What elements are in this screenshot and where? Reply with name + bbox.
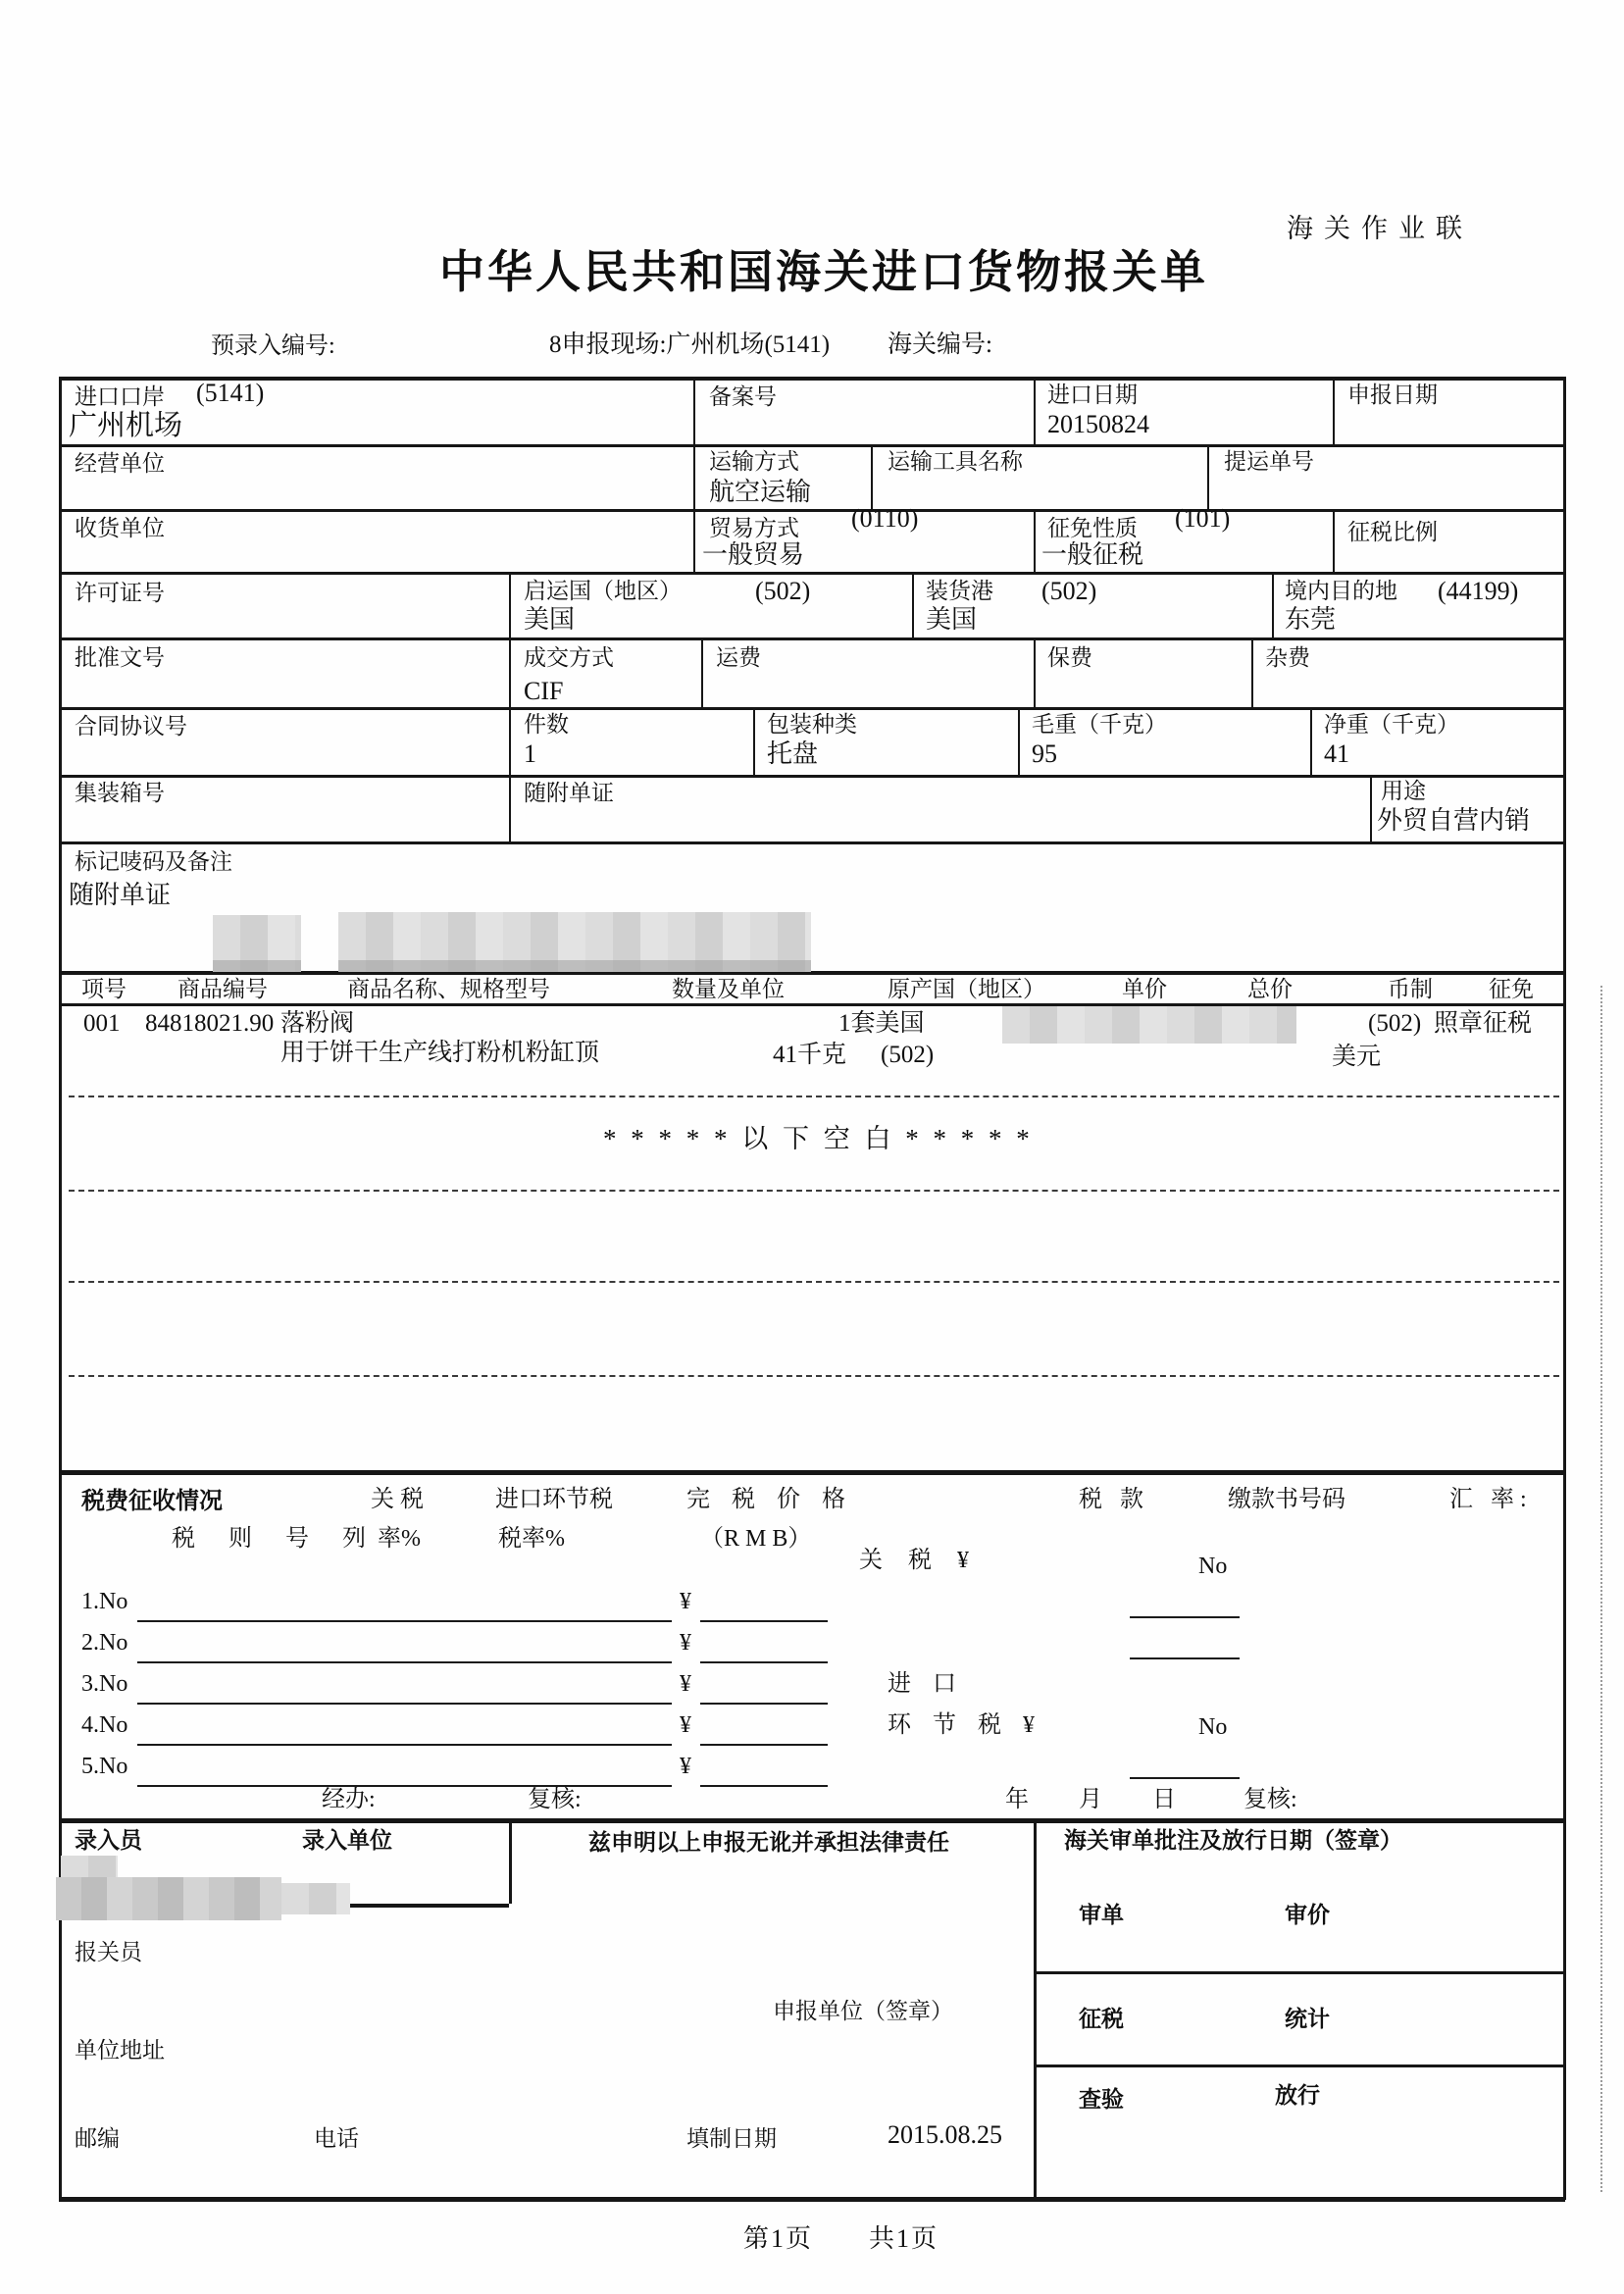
tax-section-label: 税费征收情况 — [81, 1489, 223, 1514]
usage-value: 外贸自营内销 — [1377, 806, 1531, 835]
marks-notes-value: 随附单证 — [69, 881, 172, 909]
goods-item-levy-mode: 照章征税 — [1434, 1010, 1533, 1037]
dashed-line — [69, 1096, 1559, 1097]
line — [1272, 572, 1274, 637]
goods-item-commodity-code: 84818021.90 — [145, 1010, 275, 1037]
marks-notes-label: 标记唛码及备注 — [75, 849, 232, 874]
levy-nature-label: 征免性质 — [1047, 516, 1138, 540]
goods-item-no: 001 — [83, 1010, 121, 1037]
line — [1034, 637, 1036, 707]
dashed-line — [69, 1375, 1559, 1377]
line — [59, 572, 1565, 575]
trade-mode-value: 一般贸易 — [702, 540, 805, 569]
destination-label: 境内目的地 — [1285, 579, 1397, 603]
phone-label: 电话 — [314, 2126, 359, 2151]
blank-note: * * * * * 以 下 空 白 * * * * * — [603, 1124, 1034, 1153]
goods-item-currency: 美元 — [1332, 1044, 1382, 1070]
tariff-head2: 率% — [378, 1526, 421, 1552]
transport-mode-value: 航空运输 — [709, 478, 812, 506]
insurance-label: 保费 — [1047, 645, 1092, 670]
loading-port-label: 装货港 — [926, 579, 993, 603]
declare-site-label: 8申报现场:广州机场(5141) — [549, 331, 831, 358]
redaction-blur-entry — [56, 1877, 281, 1920]
import-tax-head2: 税率% — [498, 1526, 565, 1552]
import-port-code: (5141) — [196, 379, 265, 407]
package-type-value: 托盘 — [767, 739, 819, 768]
operator-sign-label: 经办: — [322, 1787, 376, 1812]
payment-no-label: 缴款书号码 — [1228, 1487, 1345, 1512]
trade-mode-code: (0110) — [851, 504, 919, 533]
packages-value: 1 — [524, 739, 536, 768]
line — [1018, 707, 1020, 775]
goods-item-qty-origin: 1套美国 — [838, 1010, 925, 1037]
line — [1251, 637, 1253, 707]
tax-row-4-line2 — [700, 1744, 828, 1746]
dutiable-head1: 完 税 价 格 — [686, 1487, 853, 1512]
departure-country-label: 启运国（地区） — [524, 579, 682, 603]
line — [59, 509, 1565, 512]
tax-row-2-line2 — [700, 1661, 828, 1663]
goods-header-levy-mode: 征免 — [1489, 977, 1534, 1001]
tax-row-2-no: 2.No — [81, 1630, 128, 1656]
perforation-dots — [1600, 986, 1602, 2192]
transaction-mode-value: CIF — [524, 677, 564, 705]
entry-clerk-label: 录入员 — [75, 1828, 142, 1853]
line — [509, 572, 511, 841]
package-type-label: 包装种类 — [767, 712, 857, 737]
line — [1207, 444, 1209, 509]
review-price-label: 审价 — [1285, 1903, 1330, 1927]
levy-nature-value: 一般征税 — [1041, 540, 1144, 569]
month-label: 月 — [1079, 1787, 1102, 1812]
record-no-label: 备案号 — [709, 384, 777, 409]
tax-row-1-no: 1.No — [81, 1589, 128, 1614]
transaction-mode-label: 成交方式 — [524, 645, 614, 670]
tax-row-4-line — [137, 1744, 672, 1746]
freight-label: 运费 — [716, 645, 761, 670]
goods-item-qty2: 41千克 — [773, 1042, 847, 1068]
tax-row-4-no: 4.No — [81, 1712, 128, 1738]
tax-row-5-line3 — [1130, 1777, 1240, 1779]
line — [1034, 377, 1036, 444]
operator-label: 经营单位 — [75, 451, 165, 476]
contract-no-label: 合同协议号 — [75, 714, 187, 739]
footer-page: 第1页 — [743, 2224, 814, 2253]
tax-row-5-yen: ¥ — [680, 1754, 691, 1779]
goods-header-origin: 原产国（地区） — [888, 977, 1045, 1001]
tax-row-2-line3 — [1130, 1657, 1240, 1659]
goods-header-qty-unit: 数量及单位 — [672, 977, 785, 1001]
customs-box-title: 海关审单批注及放行日期（签章） — [1064, 1828, 1402, 1853]
line — [871, 444, 873, 509]
statement-text: 兹申明以上申报无讹并承担法律责任 — [588, 1830, 949, 1855]
license-no-label: 许可证号 — [75, 581, 165, 605]
footer-total: 共1页 — [869, 2224, 939, 2253]
line — [1333, 377, 1335, 444]
redaction-blur-price — [1002, 1006, 1296, 1044]
line — [753, 707, 755, 775]
levy-label: 征税 — [1079, 2007, 1124, 2031]
payment-no-value: No — [1198, 1554, 1228, 1579]
line — [1034, 1818, 1037, 2197]
page-title: 中华人民共和国海关进口货物报关单 — [439, 247, 1208, 297]
customs-no-label: 海关编号: — [888, 331, 992, 358]
misc-fee-label: 杂费 — [1265, 645, 1310, 670]
goods-header-unit-price: 单价 — [1122, 977, 1167, 1001]
tax-row-2-line — [137, 1661, 672, 1663]
redaction-blur-entry — [281, 1883, 350, 1914]
line — [59, 775, 1565, 778]
import-label: 进 口 — [888, 1671, 964, 1697]
transport-mode-label: 运输方式 — [709, 449, 799, 474]
line — [59, 1818, 1565, 1823]
year-label: 年 — [1005, 1787, 1029, 1812]
departure-country-code: (502) — [755, 577, 811, 605]
tax-row-4-yen: ¥ — [680, 1712, 691, 1738]
tax-row-1-yen: ¥ — [680, 1589, 691, 1614]
attached-docs-label: 随附单证 — [524, 781, 614, 805]
line — [693, 377, 695, 572]
review-sign-label: 复核: — [528, 1787, 582, 1812]
tax-row-3-yen: ¥ — [680, 1671, 691, 1697]
tax-amount-label: 税 款 — [1079, 1487, 1149, 1512]
goods-item-spec: 用于饼干生产线打粉机粉缸顶 — [280, 1040, 600, 1066]
redaction-blur-entry — [61, 1856, 118, 1877]
postcode-label: 邮编 — [75, 2126, 120, 2151]
fill-date-label: 填制日期 — [686, 2126, 777, 2151]
customs-duty-label: 关 税 ¥ — [859, 1548, 979, 1573]
rate-label: 汇 率: — [1449, 1487, 1533, 1512]
link-tax-no: No — [1198, 1714, 1228, 1740]
transport-name-label: 运输工具名称 — [888, 449, 1023, 474]
line — [1310, 707, 1312, 775]
line — [59, 377, 1565, 381]
tax-row-3-line — [137, 1703, 672, 1705]
goods-header-currency: 币制 — [1388, 977, 1433, 1001]
line — [59, 2197, 1565, 2202]
day-label: 日 — [1152, 1787, 1176, 1812]
goods-header-name-spec: 商品名称、规格型号 — [347, 977, 550, 1001]
tax-row-1-line3 — [1130, 1616, 1240, 1618]
line — [1333, 509, 1335, 572]
line — [59, 377, 62, 2200]
stats-label: 统计 — [1285, 2007, 1330, 2031]
link-tax-label: 环 节 税 ¥ — [888, 1712, 1042, 1738]
bill-no-label: 提运单号 — [1224, 449, 1314, 474]
entry-unit-label: 录入单位 — [302, 1828, 392, 1853]
import-port-value: 广州机场 — [69, 410, 183, 441]
line — [59, 1470, 1565, 1475]
address-label: 单位地址 — [75, 2038, 165, 2063]
tariff-head1: 关税 — [371, 1487, 430, 1512]
line — [912, 572, 914, 637]
declarant-label: 报关员 — [75, 1940, 142, 1964]
packages-label: 件数 — [524, 712, 569, 737]
net-weight-value: 41 — [1324, 739, 1349, 768]
usage-label: 用途 — [1381, 779, 1426, 803]
gross-weight-value: 95 — [1032, 739, 1057, 768]
loading-port-code: (502) — [1041, 577, 1097, 605]
line — [59, 637, 1565, 640]
net-weight-label: 净重（千克） — [1324, 712, 1459, 737]
gross-weight-label: 毛重（千克） — [1032, 712, 1167, 737]
line — [59, 1003, 1565, 1006]
loading-port-value: 美国 — [926, 605, 978, 634]
levy-ratio-label: 征税比例 — [1347, 520, 1438, 544]
destination-value: 东莞 — [1285, 605, 1337, 634]
line — [1370, 775, 1372, 841]
tax-row-3-line2 — [700, 1703, 828, 1705]
import-date-label: 进口日期 — [1047, 382, 1138, 407]
line — [59, 444, 1565, 447]
consignee-label: 收货单位 — [75, 516, 165, 540]
line — [509, 1818, 512, 1904]
goods-item-origin-code: (502) — [881, 1042, 935, 1068]
departure-country-value: 美国 — [524, 605, 576, 634]
release-label: 放行 — [1275, 2083, 1320, 2108]
levy-nature-code: (101) — [1175, 504, 1231, 533]
line — [1034, 2065, 1565, 2067]
pre-entry-label: 预录入编号: — [211, 333, 335, 359]
tax-row-2-yen: ¥ — [680, 1630, 691, 1656]
copy-label: 海关作业联 — [1287, 214, 1473, 243]
review-doc-label: 审单 — [1079, 1903, 1124, 1927]
tax-row-5-no: 5.No — [81, 1754, 128, 1779]
approval-no-label: 批准文号 — [75, 645, 165, 670]
dashed-line — [69, 1281, 1559, 1283]
goods-header-commodity-code: 商品编号 — [178, 977, 268, 1001]
dashed-line — [69, 1190, 1559, 1192]
goods-item-currency-code: (502) — [1368, 1010, 1422, 1037]
goods-item-name: 落粉阀 — [280, 1010, 355, 1037]
import-tax-head1: 进口环节税 — [495, 1487, 613, 1512]
goods-header-total-price: 总价 — [1247, 977, 1293, 1001]
tax-row-5-line — [137, 1785, 672, 1787]
tax-row-3-no: 3.No — [81, 1671, 128, 1697]
destination-code: (44199) — [1438, 577, 1519, 605]
declare-unit-label: 申报单位（签章） — [773, 1999, 953, 2023]
container-no-label: 集装箱号 — [75, 781, 165, 805]
line — [1034, 509, 1036, 572]
redaction-blur — [213, 915, 301, 972]
line — [59, 841, 1565, 844]
inspect-label: 查验 — [1079, 2087, 1124, 2112]
tax-row-5-line2 — [700, 1785, 828, 1787]
dutiable-head2: （R M B） — [700, 1526, 812, 1552]
import-date-value: 20150824 — [1047, 410, 1149, 438]
declare-date-label: 申报日期 — [1347, 382, 1438, 407]
tax-row-1-line2 — [700, 1620, 828, 1622]
fill-date-value: 2015.08.25 — [888, 2120, 1002, 2149]
line — [1563, 377, 1566, 2200]
import-port-label: 进口口岸 — [75, 384, 165, 409]
redaction-blur — [338, 912, 811, 972]
line — [59, 707, 1565, 710]
tariff-code-label: 税 则 号 列 — [172, 1526, 380, 1552]
line — [701, 637, 703, 707]
tax-row-1-line — [137, 1620, 672, 1622]
trade-mode-label: 贸易方式 — [709, 516, 799, 540]
goods-header-item-no: 项号 — [81, 977, 127, 1001]
review2-sign-label: 复核: — [1243, 1787, 1297, 1812]
line — [1034, 1971, 1565, 1974]
